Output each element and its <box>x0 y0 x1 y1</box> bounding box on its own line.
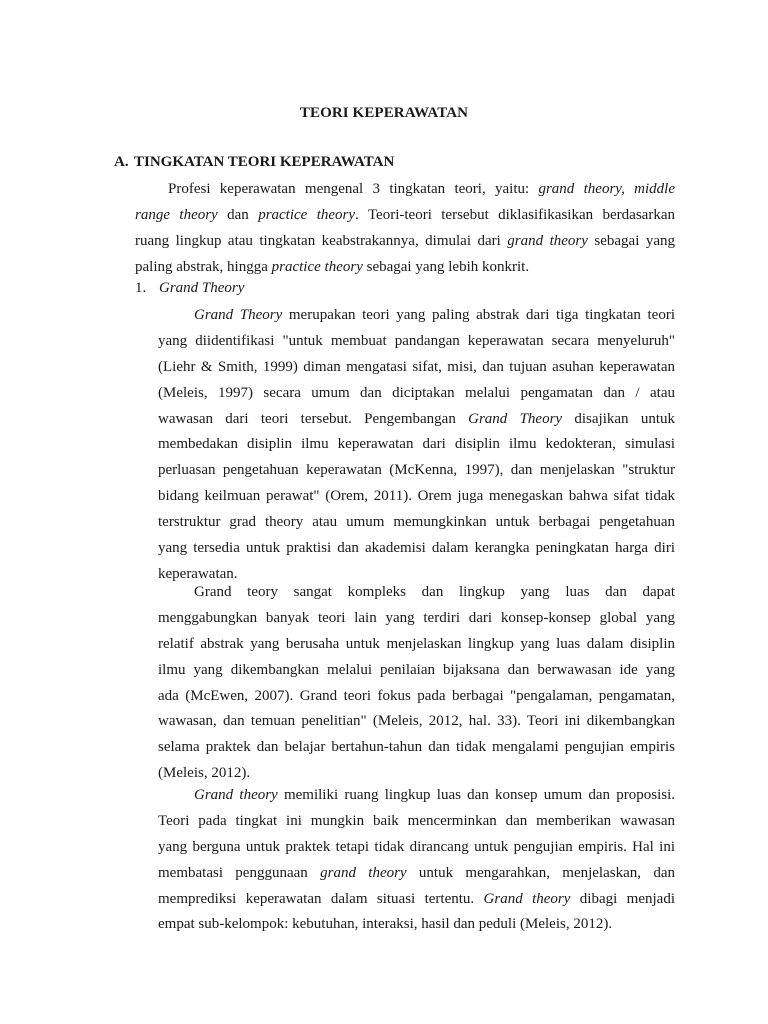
text-run: ada (McEwen, 2007). Grand teori fokus pada berbagai "pengalaman, pengamatan, <box>158 687 675 704</box>
list-item-grand-theory <box>135 280 244 297</box>
italic-text-run: range theory <box>135 206 218 223</box>
text-run: empat sub-kelompok: kebutuhan, interaksi, hasil dan peduli (Meleis, 2012). <box>158 916 613 933</box>
italic-text-run: practice theory <box>258 206 356 223</box>
text-line <box>158 407 675 433</box>
text-run: terstruktur grad theory atau umum memungkinkan untuk berbagai pengetahuan <box>158 514 675 531</box>
text-line <box>158 355 675 381</box>
section-heading-text: TINGKATAN TEORI KEPERAWATAN <box>134 154 395 170</box>
text-line <box>158 861 675 887</box>
text-line <box>158 606 675 632</box>
text-run: yang berguna untuk praktek tetapi tidak dirancang untuk pengujian empiris. Hal ini <box>158 838 675 855</box>
text-line <box>158 783 675 809</box>
text-run: . Teori-teori tersebut diklasifikasikan berdasarkan <box>355 206 675 223</box>
text-run: relatif abstrak yang berusaha untuk menjelaskan lingkup yang luas dalam disiplin <box>158 635 675 652</box>
text-line <box>158 658 675 684</box>
text-line <box>158 632 675 658</box>
section-heading <box>114 154 394 171</box>
body-paragraph <box>158 303 675 588</box>
text-line <box>158 381 675 407</box>
text-run: keperawatan. <box>158 565 238 582</box>
list-item-label: Grand Theory <box>159 280 245 296</box>
text-line <box>158 735 675 761</box>
italic-text-run: practice theory <box>271 258 363 275</box>
text-run: Teori pada tingkat ini mungkin baik mencerminkan dan memberikan wawasan <box>158 812 675 829</box>
text-line <box>158 912 675 938</box>
text-line <box>158 536 675 562</box>
italic-text-run: grand theory, middle <box>538 181 675 197</box>
text-run: (Meleis, 2012). <box>158 765 251 782</box>
text-run: (Liehr & Smith, 1999) diman mengatasi sifat, misi, dan tujuan asuhan keperawatan <box>158 358 675 375</box>
text-run: memprediksi keperawatan dalam situasi tertentu. <box>158 890 484 907</box>
text-run: dan <box>217 206 259 223</box>
text-line <box>158 303 675 329</box>
text-run: menggabungkan banyak teori lain yang terdiri dari konsep-konsep global yang <box>158 609 675 626</box>
text-line <box>158 329 675 355</box>
text-line <box>135 229 675 255</box>
text-line <box>158 684 675 710</box>
list-item-number: 1. <box>135 280 147 296</box>
text-run: Profesi keperawatan mengenal 3 tingkatan teori, yaitu: <box>168 181 539 197</box>
text-line <box>158 458 675 484</box>
text-run: paling abstrak, hingga <box>135 258 272 275</box>
text-run: (Meleis, 1997) secara umum dan diciptakan melalui pengamatan dan / atau <box>158 384 675 401</box>
text-run: selama praktek dan belajar bertahun-tahun dan tidak mengalami pengujian empiris <box>158 739 675 756</box>
text-line <box>135 177 675 203</box>
text-run: membedakan disiplin ilmu keperawatan dari disiplin ilmu kedokteran, simulasi <box>158 436 675 453</box>
text-line <box>158 432 675 458</box>
body-paragraph <box>158 783 675 938</box>
text-line <box>158 580 675 606</box>
text-run: memiliki ruang lingkup luas dan konsep umum dan proposisi. <box>277 787 675 803</box>
body-paragraph <box>158 580 675 787</box>
text-line <box>158 809 675 835</box>
italic-text-run: Grand theory <box>194 787 278 803</box>
text-line <box>135 255 675 281</box>
text-run: wawasan dari teori tersebut. Pengembangan <box>158 410 469 427</box>
text-run: sebagai yang lebih konkrit. <box>362 258 530 275</box>
text-run: yang diidentifikasi "untuk membuat pandangan keperawatan secara menyeluruh" <box>158 332 675 349</box>
section-mark: A. <box>114 154 129 170</box>
text-run: ruang lingkup atau tingkatan keabstrakannya, dimulai dari <box>135 232 508 249</box>
text-run: Grand teory sangat kompleks dan lingkup yang luas dan dapat <box>194 584 675 600</box>
text-run: ilmu yang dikembangkan melalui penilaian bijaksana dan berwawasan ide yang <box>158 661 675 678</box>
italic-text-run: Grand Theory <box>468 410 563 427</box>
italic-text-run: grand theory <box>320 864 407 881</box>
text-line <box>158 835 675 861</box>
text-run: yang tersedia untuk praktisi dan akademisi dalam kerangka peningkatan harga diri <box>158 540 675 557</box>
text-line <box>158 484 675 510</box>
text-line <box>158 709 675 735</box>
text-line <box>135 203 675 229</box>
intro-paragraph <box>135 177 675 281</box>
text-run: perluasan pengetahuan keperawatan (McKenna, 1997), dan menjelaskan "struktur <box>158 462 675 479</box>
text-run: sebagai yang <box>587 232 675 249</box>
text-line <box>158 887 675 913</box>
italic-text-run: Grand Theory <box>194 307 283 323</box>
text-run: merupakan teori yang paling abstrak dari tiga tingkatan teori <box>282 307 675 323</box>
text-run: disajikan untuk <box>562 410 675 427</box>
italic-text-run: Grand theory <box>483 890 571 907</box>
text-line <box>158 510 675 536</box>
text-run: wawasan, dan temuan penelitian" (Meleis, 2012, hal. 33). Teori ini dikembangkan <box>158 713 675 730</box>
text-run: bidang keilmuan perawat" (Orem, 2011). Orem juga menegaskan bahwa sifat tidak <box>158 488 675 505</box>
text-run: untuk mengarahkan, menjelaskan, dan <box>406 864 675 881</box>
text-run: dibagi menjadi <box>570 890 675 907</box>
document-title: TEORI KEPERAWATAN <box>299 105 469 121</box>
italic-text-run: grand theory <box>507 232 588 249</box>
text-run: membatasi penggunaan <box>158 864 321 881</box>
